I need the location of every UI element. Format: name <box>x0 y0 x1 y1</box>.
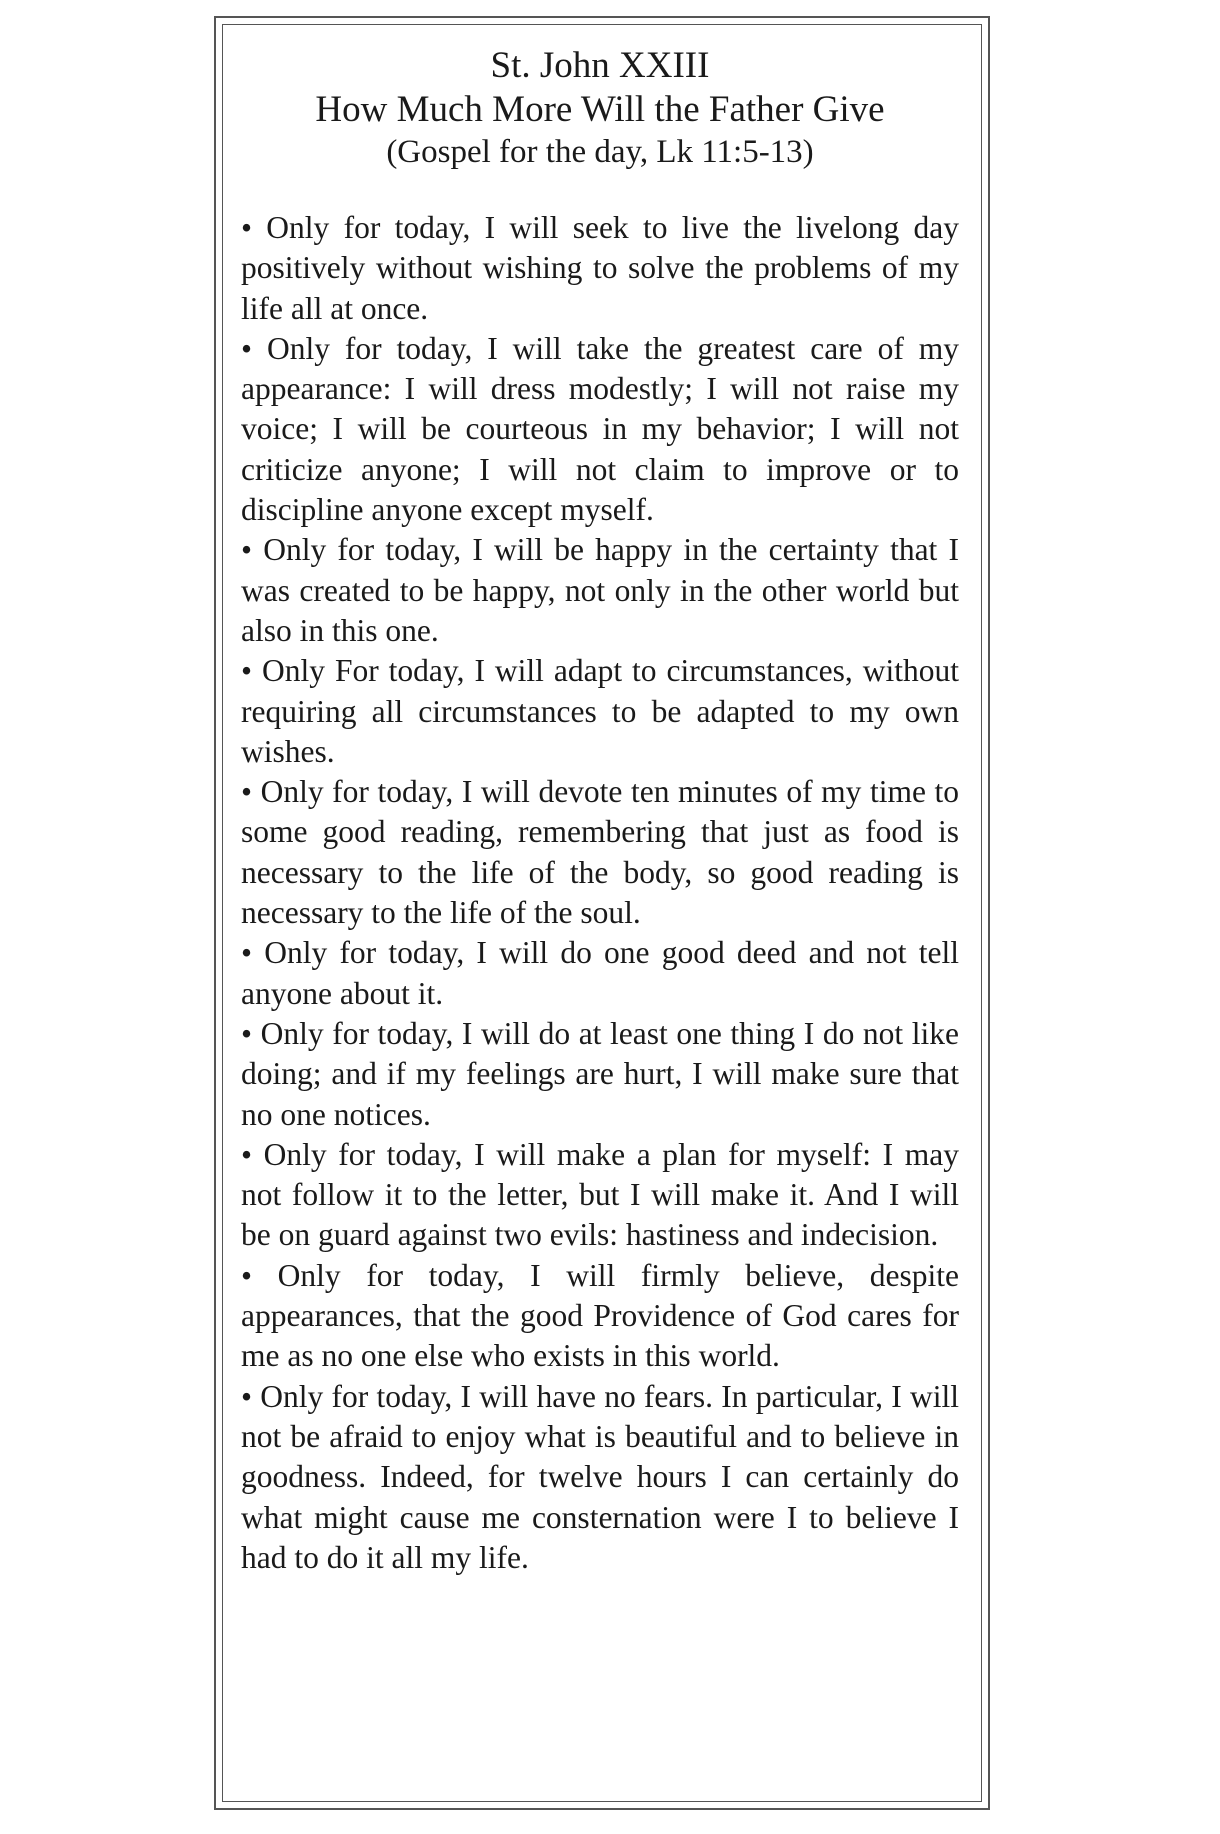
gospel-reference: (Gospel for the day, Lk 11:5-13) <box>386 134 814 170</box>
resolution-item: • Only for today, I will firmly believe, despite appearances, that the good Providence of God cares for me as no one else who exists in this world. <box>241 1257 959 1374</box>
resolution-item: • Only for today, I will do one good deed and not tell anyone about it. <box>241 935 959 1011</box>
resolution-item: • Only For today, I will adapt to circumstances, without requiring all circumstances to be adapted to my own wishes. <box>241 653 959 769</box>
resolution-item: • Only for today, I will have no fears. In particular, I will not be afraid to enjoy what is beautiful and to believe in goodness. Indeed, for twelve hours I can certainly do what might cause me consternation were I to believe I had to do it all my life. <box>241 1378 959 1575</box>
resolution-item: • Only for today, I will be happy in the certainty that I was created to be happy, not only in the other world but also in this one. <box>241 532 959 648</box>
resolution-item: • Only for today, I will do at least one thing I do not like doing; and if my feelings are hurt, I will make sure that no one notices. <box>241 1015 959 1132</box>
author-title: St. John XXIII <box>490 45 710 86</box>
resolution-item: • Only for today, I will take the greatest care of my appearance: I will dress modestly; I will not raise my voice; I will be courteous in my behavior; I will not criticize anyone; I will not claim to improve or to discipline anyone except myself. <box>241 330 959 528</box>
card-header <box>241 44 959 172</box>
reading-title: How Much More Will the Father Give <box>315 89 885 130</box>
resolution-item: • Only for today, I will seek to live the livelong day positively without wishing to solve the problems of my life all at once. <box>241 210 959 326</box>
prayer-card-content <box>241 44 959 1578</box>
resolution-item: • Only for today, I will make a plan for myself: I may not follow it to the letter, but I will make it. And I will be on guard against two evils: hastiness and indecision. <box>241 1136 959 1253</box>
resolutions-list <box>241 208 959 1578</box>
resolution-item: • Only for today, I will devote ten minutes of my time to some good reading, remembering that just as food is necessary to the life of the body, so good reading is necessary to the life of the soul. <box>241 774 959 931</box>
